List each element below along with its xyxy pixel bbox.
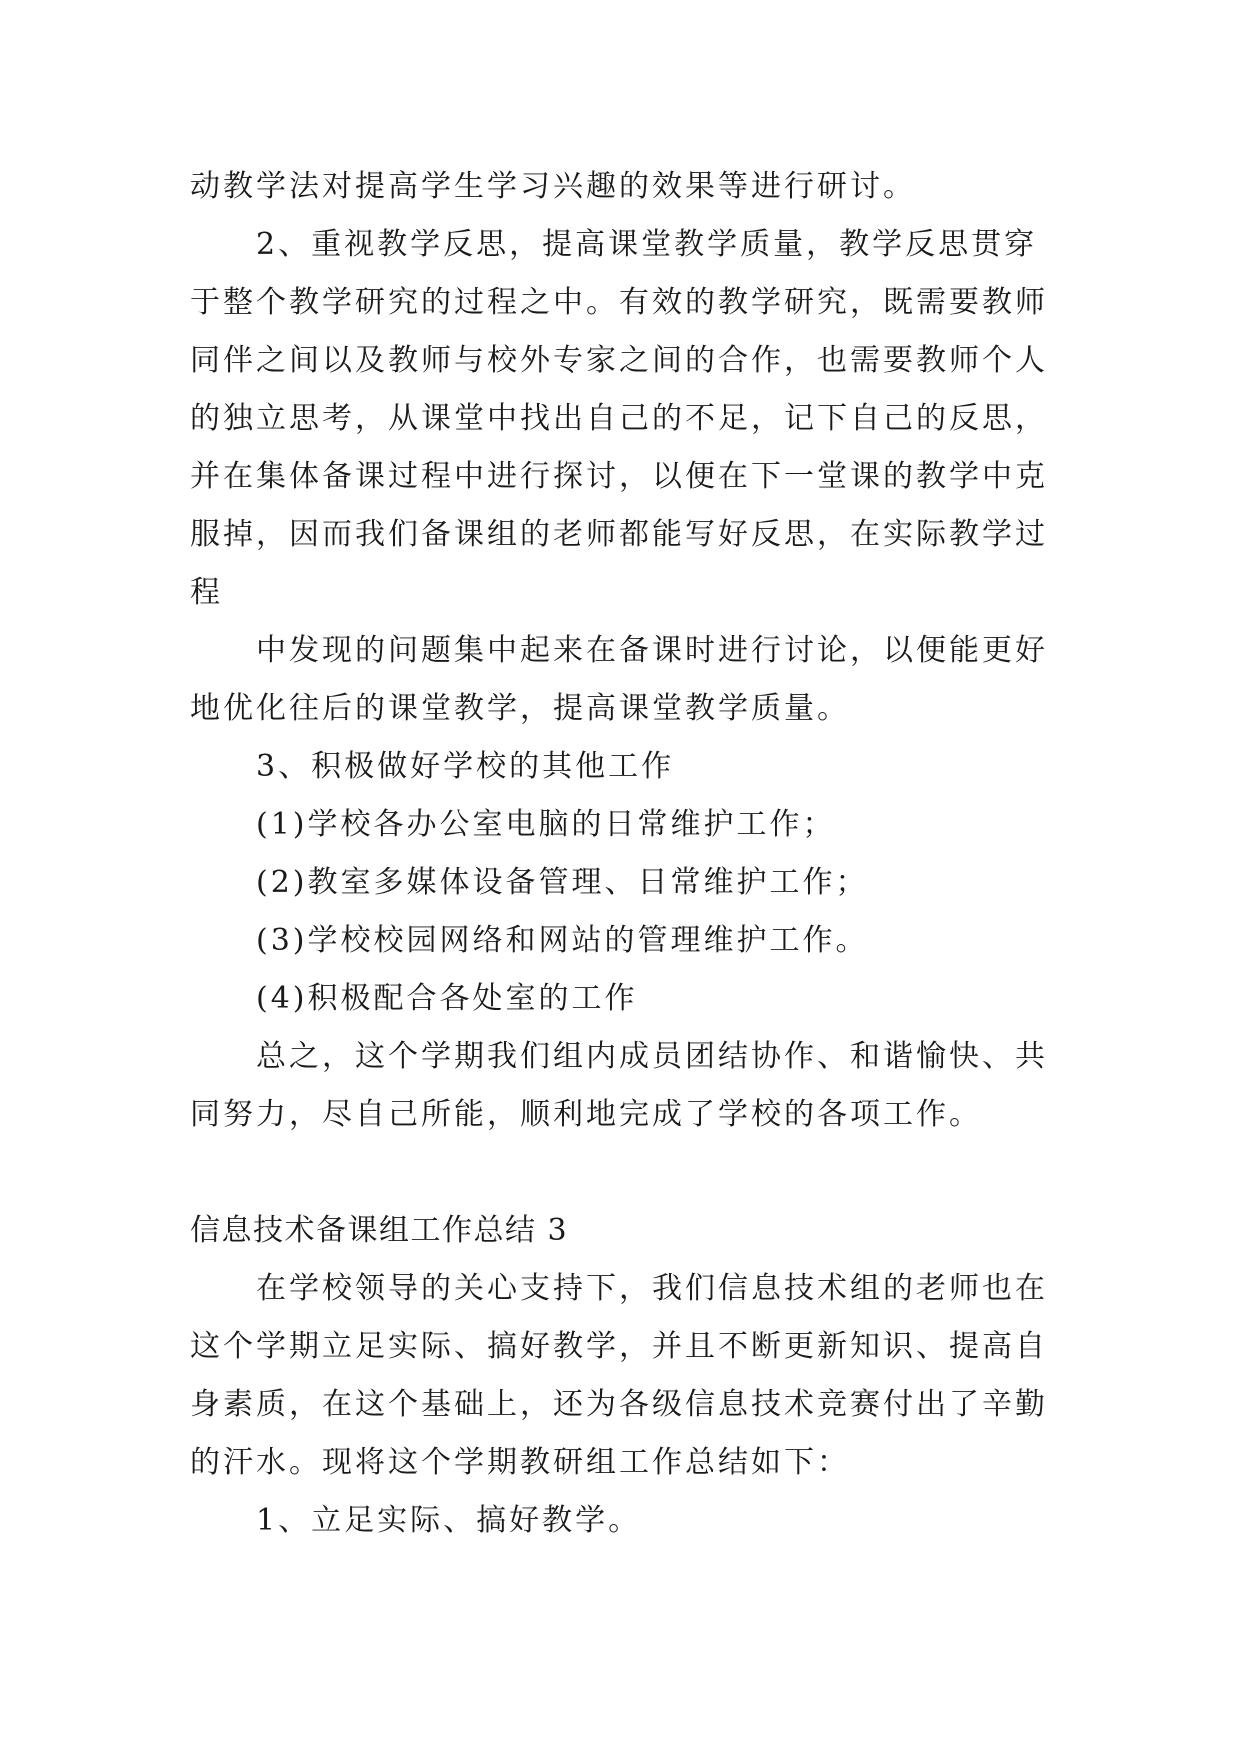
- paragraph-line: 于整个教学研究的过程之中。有效的教学研究，既需要教师: [190, 285, 1048, 320]
- paragraph-line: 身素质，在这个基础上，还为各级信息技术竞赛付出了辛勤: [190, 1387, 1048, 1422]
- spacer: [190, 1144, 1060, 1202]
- paragraph-line: 1、立足实际、搞好教学。: [256, 1503, 642, 1538]
- paragraph-line: 这个学期立足实际、搞好教学，并且不断更新知识、提高自: [190, 1329, 1048, 1364]
- paragraph-line: 程: [190, 575, 223, 610]
- paragraph-line: 的汗水。现将这个学期教研组工作总结如下：: [190, 1445, 850, 1480]
- paragraph-line: 同努力，尽自己所能，顺利地完成了学校的各项工作。: [190, 1097, 982, 1132]
- paragraph-line: 并在集体备课过程中进行探讨，以便在下一堂课的教学中克: [190, 459, 1048, 494]
- list-item: (4)积极配合各处室的工作: [256, 981, 638, 1016]
- paragraph-line: 3、积极做好学校的其他工作: [256, 749, 675, 784]
- list-item: (2)教室多媒体设备管理、日常维护工作；: [256, 865, 869, 900]
- section-title: 信息技术备课组工作总结 3: [190, 1213, 569, 1248]
- document-body: [190, 158, 1060, 1550]
- paragraph-line: 2、重视教学反思，提高课堂教学质量，教学反思贯穿: [256, 227, 1038, 262]
- paragraph-line: 的独立思考，从课堂中找出自己的不足，记下自己的反思，: [190, 401, 1048, 436]
- paragraph-line: 在学校领导的关心支持下，我们信息技术组的老师也在: [256, 1271, 1048, 1306]
- list-item: (3)学校校园网络和网站的管理维护工作。: [256, 923, 869, 958]
- paragraph-line: 动教学法对提高学生学习兴趣的效果等进行研讨。: [190, 169, 916, 204]
- paragraph-line: 服掉，因而我们备课组的老师都能写好反思，在实际教学过: [190, 517, 1048, 552]
- list-item: (1)学校各办公室电脑的日常维护工作；: [256, 807, 836, 842]
- paragraph-line: 中发现的问题集中起来在备课时进行讨论，以便能更好: [256, 633, 1048, 668]
- paragraph-line: 地优化往后的课堂教学，提高课堂教学质量。: [190, 691, 850, 726]
- paragraph-line: 同伴之间以及教师与校外专家之间的合作，也需要教师个人: [190, 343, 1048, 378]
- paragraph-line: 总之，这个学期我们组内成员团结协作、和谐愉快、共: [256, 1039, 1048, 1074]
